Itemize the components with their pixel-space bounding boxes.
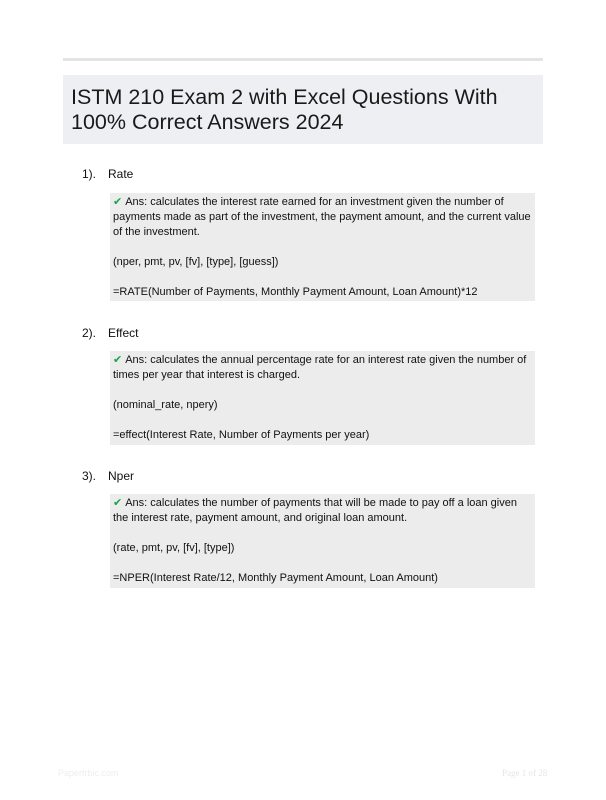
answer-text: Ans: calculates the annual percentage rate for an interest rate given the number of times per year that interest is charged. — [113, 354, 527, 381]
answer-example: =effect(Interest Rate, Number of Payments per year) — [113, 429, 370, 441]
answer-example: =NPER(Interest Rate/12, Monthly Payment Amount, Loan Amount) — [113, 572, 438, 584]
answer-syntax: (rate, pmt, pv, [fv], [type]) — [113, 542, 235, 554]
title-box — [63, 75, 543, 144]
answer-box-2 — [110, 351, 535, 445]
answer-text: Ans: calculates the interest rate earned for an investment given the number of payments made as part of the investment, the payment amount, and the current value of the investment. — [113, 196, 531, 238]
answer-example: =RATE(Number of Payments, Monthly Payment Amount, Loan Amount)*12 — [113, 286, 478, 298]
answer-text: Ans: calculates the number of payments that will be made to pay off a loan given the interest rate, payment amount, and original loan amount. — [113, 497, 517, 524]
question-term: Effect — [108, 326, 139, 340]
question-number: 2). — [82, 326, 97, 340]
footer-page-number: Page 1 of 28 — [502, 768, 548, 778]
check-icon: ✔ — [113, 497, 123, 509]
question-number: 3). — [82, 469, 97, 483]
question-number: 1). — [82, 167, 97, 181]
check-icon: ✔ — [113, 196, 123, 208]
answer-box-1 — [110, 193, 535, 301]
check-icon: ✔ — [113, 354, 123, 366]
answer-box-3 — [110, 494, 535, 588]
top-divider — [63, 58, 543, 61]
answer-syntax: (nper, pmt, pv, [fv], [type], [guess]) — [113, 256, 279, 268]
question-term: Nper — [108, 469, 135, 483]
answer-syntax: (nominal_rate, npery) — [113, 399, 218, 411]
footer-site: Papertrbic.com — [58, 768, 119, 778]
document-title: ISTM 210 Exam 2 with Excel Questions With 100% Correct Answers 2024 — [71, 85, 498, 134]
question-term: Rate — [108, 167, 134, 181]
